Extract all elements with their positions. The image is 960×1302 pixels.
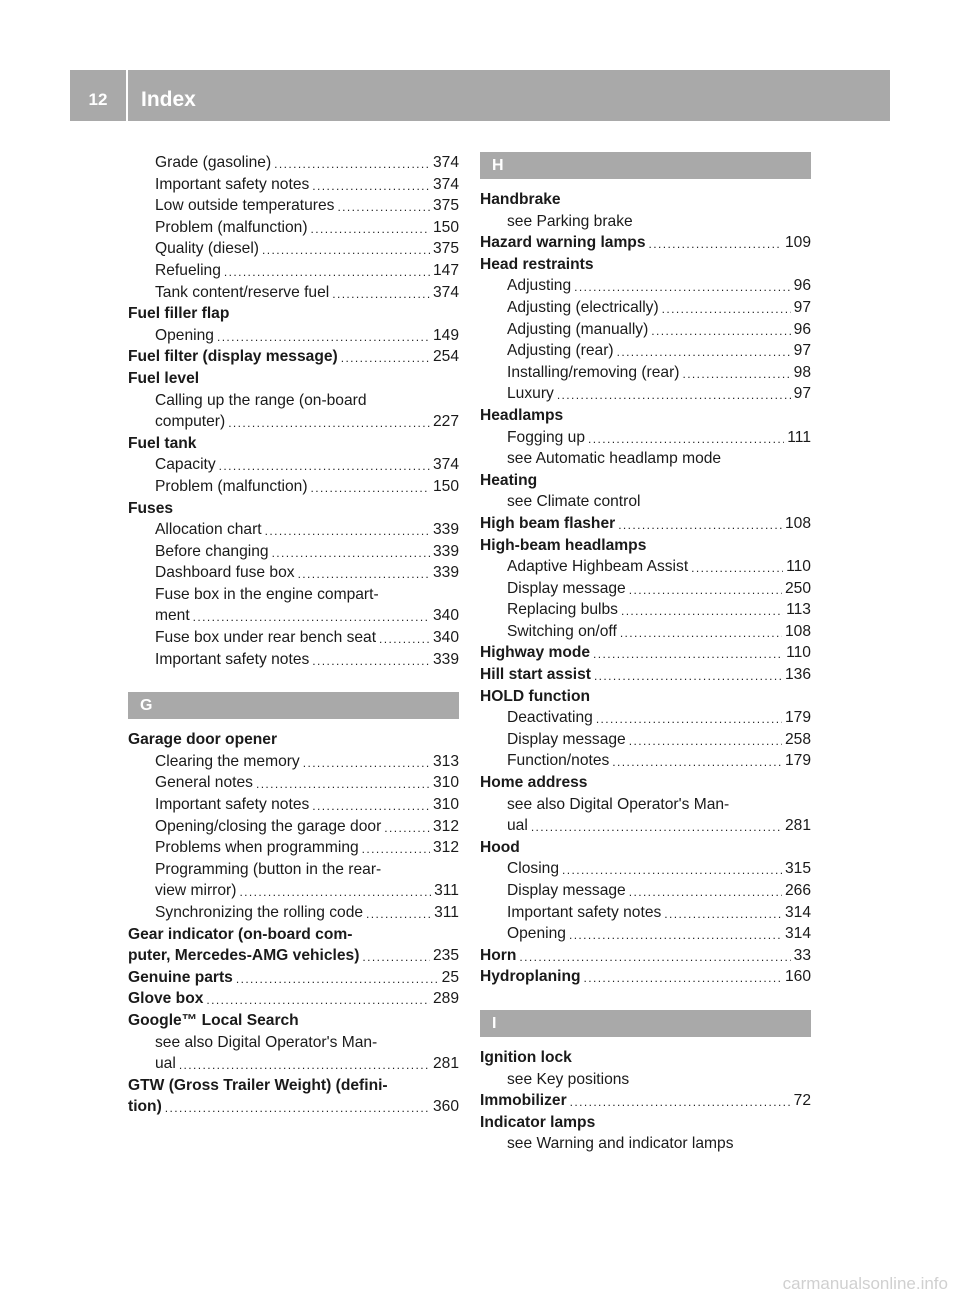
index-entry: Important safety notes ..... 374 [128, 174, 459, 196]
index-heading: Hood [480, 838, 520, 856]
index-entry: Fogging up ..... 111 [480, 427, 811, 449]
index-entry: Dashboard fuse box ..... 339 [128, 562, 459, 584]
index-column-right [480, 152, 811, 1155]
index-entry: Switching on/off ..... 108 [480, 621, 811, 643]
index-entry: Allocation chart ..... 339 [128, 519, 459, 541]
index-entry: General notes ..... 310 [128, 772, 459, 794]
index-heading: Garage door opener [128, 731, 278, 749]
index-subentry: see Parking brake [507, 212, 633, 230]
index-heading: HOLD function [480, 687, 591, 705]
watermark: carmanualsonline.info [782, 1274, 948, 1293]
page-number: 12 [88, 90, 108, 109]
section-letter-h: H [480, 152, 811, 179]
index-entry: Tank content/reserve fuel ..... 374 [128, 282, 459, 304]
index-entry: Display message ..... 258 [480, 729, 811, 751]
index-entry: computer) ..... 227 [128, 411, 459, 433]
index-entry: Capacity ..... 374 [128, 454, 459, 476]
index-entry: ment ..... 340 [128, 605, 459, 627]
index-heading: Gear indicator (on-board com- [128, 925, 353, 943]
index-heading: Indicator lamps [480, 1113, 596, 1131]
index-subentry: Programming (button in the rear- [155, 860, 382, 878]
index-column-left [128, 152, 459, 1118]
index-entry: Opening ..... 314 [480, 923, 811, 945]
index-heading: Fuel filler flap [128, 305, 230, 323]
index-subentry: see Warning and indicator lamps [507, 1135, 734, 1153]
index-entry: Deactivating ..... 179 [480, 707, 811, 729]
index-entry: Problems when programming ..... 312 [128, 837, 459, 859]
index-entry: Hill start assist ..... 136 [480, 664, 811, 686]
index-entry: Important safety notes ..... 339 [128, 649, 459, 671]
section-letter-g: G [128, 692, 459, 719]
index-entry: Glove box ..... 289 [128, 988, 459, 1010]
index-entry: Fuse box under rear bench seat ..... 340 [128, 627, 459, 649]
index-entry: Synchronizing the rolling code ..... 311 [128, 902, 459, 924]
index-heading: Heating [480, 471, 538, 489]
index-subentry: see also Digital Operator's Man- [155, 1033, 378, 1051]
index-entry: Problem (malfunction) ..... 150 [128, 476, 459, 498]
index-entry: Function/notes ..... 179 [480, 750, 811, 772]
index-entry: Display message ..... 266 [480, 880, 811, 902]
index-entry: Adjusting ..... 96 [480, 275, 811, 297]
index-entry: Important safety notes ..... 310 [128, 794, 459, 816]
index-heading: Headlamps [480, 406, 564, 424]
page-title: Index [141, 88, 196, 111]
index-entry: Adjusting (manually) ..... 96 [480, 319, 811, 341]
index-heading: GTW (Gross Trailer Weight) (defini- [128, 1076, 388, 1094]
index-subentry: Calling up the range (on-board [155, 391, 367, 409]
index-entry: Replacing bulbs ..... 113 [480, 599, 811, 621]
index-heading: Fuel tank [128, 434, 197, 452]
index-entry: Problem (malfunction) ..... 150 [128, 217, 459, 239]
index-subentry: see Key positions [507, 1070, 630, 1088]
index-entry: Quality (diesel) ..... 375 [128, 238, 459, 260]
index-entry: view mirror) ..... 311 [128, 880, 459, 902]
index-entry: Hydroplaning ..... 160 [480, 966, 811, 988]
index-entry: Installing/removing (rear) ..... 98 [480, 362, 811, 384]
index-subentry: Fuse box in the engine compart- [155, 585, 379, 603]
index-entry: Immobilizer ..... 72 [480, 1090, 811, 1112]
index-heading: Handbrake [480, 191, 561, 208]
index-entry: Horn ..... 33 [480, 945, 811, 967]
index-entry: Low outside temperatures ..... 375 [128, 195, 459, 217]
index-entry: Genuine parts ..... 25 [128, 967, 459, 989]
index-heading: Head restraints [480, 255, 594, 273]
index-entry: Important safety notes ..... 314 [480, 902, 811, 924]
index-entry: Adjusting (rear) ..... 97 [480, 340, 811, 362]
index-heading: Home address [480, 774, 588, 792]
index-heading: Google™ Local Search [128, 1011, 299, 1029]
header-divider [126, 70, 128, 121]
section-letter-i: I [480, 1010, 811, 1037]
index-heading: High-beam headlamps [480, 536, 647, 554]
index-entry: Refueling ..... 147 [128, 260, 459, 282]
index-entry: Luxury ..... 97 [480, 383, 811, 405]
index-entry: Opening ..... 149 [128, 325, 459, 347]
index-entry: Fuel filter (display message) ..... 254 [128, 346, 459, 368]
index-subentry: see also Digital Operator's Man- [507, 795, 730, 813]
index-entry: Clearing the memory ..... 313 [128, 751, 459, 773]
index-entry: puter, Mercedes-AMG vehicles) ..... 235 [128, 945, 459, 967]
index-heading: Fuel level [128, 369, 200, 387]
index-entry: tion) ..... 360 [128, 1096, 459, 1118]
index-entry: Before changing ..... 339 [128, 541, 459, 563]
index-entry: Opening/closing the garage door ..... 312 [128, 816, 459, 838]
page-header [70, 70, 890, 121]
index-subentry: see Climate control [507, 493, 641, 511]
index-entry: Display message ..... 250 [480, 578, 811, 600]
index-heading: Fuses [128, 499, 174, 517]
index-entry: Adjusting (electrically) ..... 97 [480, 297, 811, 319]
index-entry: ual ..... 281 [128, 1053, 459, 1075]
index-entry: Grade (gasoline) ..... 374 [128, 152, 459, 174]
index-entry: ual ..... 281 [480, 815, 811, 837]
index-entry: Adaptive Highbeam Assist ..... 110 [480, 556, 811, 578]
index-subentry: see Automatic headlamp mode [507, 450, 722, 468]
index-entry: High beam flasher ..... 108 [480, 513, 811, 535]
index-entry: Hazard warning lamps ..... 109 [480, 232, 811, 254]
index-entry: Closing ..... 315 [480, 858, 811, 880]
index-heading: Ignition lock [480, 1048, 572, 1066]
index-entry: Highway mode ..... 110 [480, 642, 811, 664]
